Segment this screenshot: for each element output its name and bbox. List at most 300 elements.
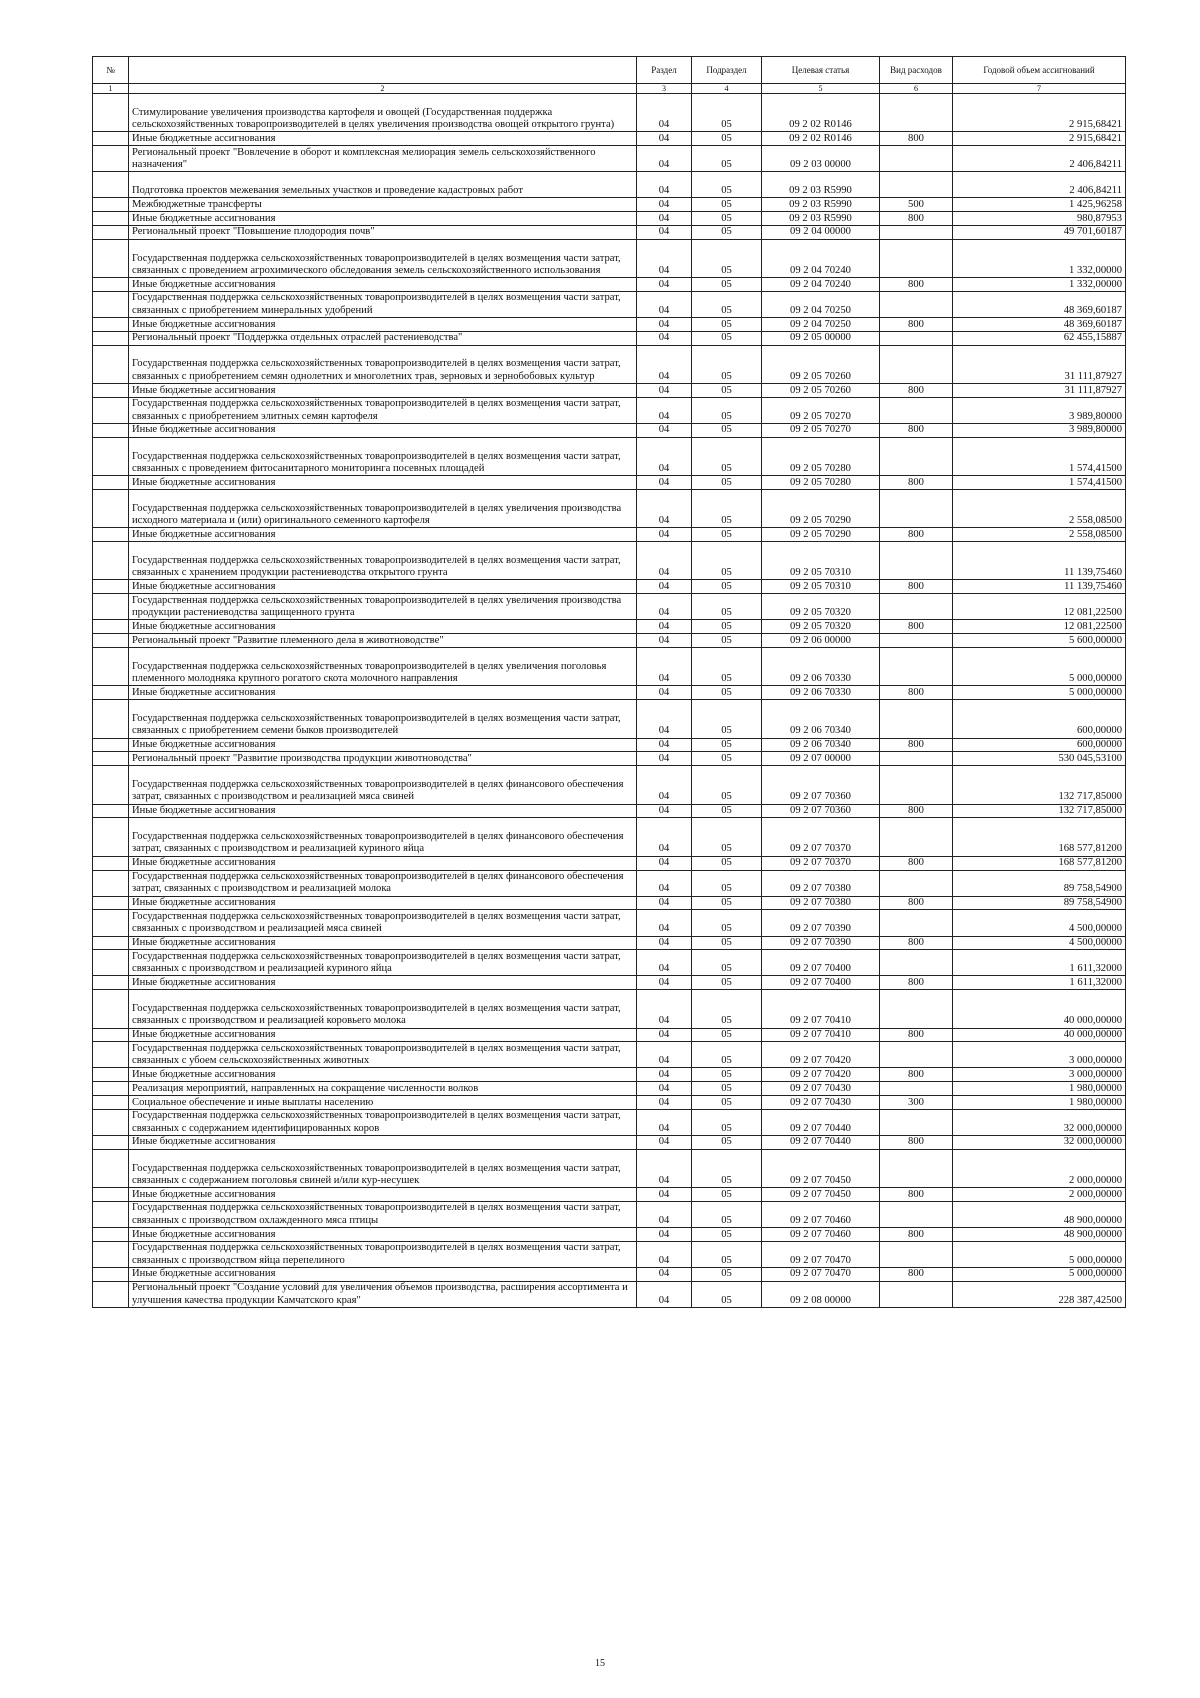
name-cell: Региональный проект "Поддержка отдельных отраслей растениеводства" [129,331,637,345]
num-cell [93,1201,129,1227]
target-code-cell: 09 2 07 70440 [762,1135,880,1149]
podrazdel-cell: 05 [692,331,762,345]
vid-cell: 800 [880,856,953,870]
podrazdel-cell: 05 [692,476,762,490]
vid-cell [880,647,953,685]
table-row [93,1201,1126,1227]
vid-cell [880,239,953,277]
table-row [93,1281,1126,1307]
table-row [93,423,1126,437]
target-code-cell: 09 2 04 70240 [762,278,880,292]
header-index: 3 [637,84,692,94]
num-cell [93,634,129,648]
table-row [93,542,1126,580]
razdel-cell: 04 [637,766,692,804]
num-cell [93,489,129,527]
num-cell [93,318,129,332]
vid-cell [880,94,953,132]
num-cell [93,1281,129,1307]
amount-cell: 2 915,68421 [953,132,1126,146]
razdel-cell: 04 [637,1228,692,1242]
num-cell [93,870,129,896]
vid-cell: 800 [880,686,953,700]
podrazdel-cell: 05 [692,647,762,685]
num-cell [93,818,129,856]
num-cell [93,700,129,738]
vid-cell: 800 [880,528,953,542]
podrazdel-cell: 05 [692,1082,762,1096]
vid-cell: 500 [880,198,953,212]
razdel-cell: 04 [637,976,692,990]
num-cell [93,766,129,804]
num-cell [93,94,129,132]
num-cell [93,804,129,818]
amount-cell: 1 425,96258 [953,198,1126,212]
podrazdel-cell: 05 [692,1042,762,1068]
podrazdel-cell: 05 [692,278,762,292]
razdel-cell: 04 [637,594,692,620]
podrazdel-cell: 05 [692,1135,762,1149]
razdel-cell: 04 [637,384,692,398]
amount-cell: 2 558,08500 [953,489,1126,527]
name-cell: Государственная поддержка сельскохозяйственных товаропроизводителей в целях возмещения части затрат, связанных с производством и реализацией мяса свиней [129,910,637,936]
podrazdel-cell: 05 [692,1201,762,1227]
podrazdel-cell: 05 [692,870,762,896]
razdel-cell: 04 [637,950,692,976]
amount-cell: 1 332,00000 [953,239,1126,277]
vid-cell [880,1281,953,1307]
table-row [93,1082,1126,1096]
razdel-cell: 04 [637,936,692,950]
vid-cell: 800 [880,580,953,594]
razdel-cell: 04 [637,94,692,132]
name-cell: Государственная поддержка сельскохозяйственных товаропроизводителей в целях возмещения части затрат, связанных с хранением продукции растениеводства открытого грунта [129,542,637,580]
name-cell: Иные бюджетные ассигнования [129,1028,637,1042]
name-cell: Социальное обеспечение и иные выплаты населению [129,1096,637,1110]
table-row [93,146,1126,172]
target-code-cell: 09 2 05 70290 [762,489,880,527]
target-code-cell: 09 2 02 R0146 [762,94,880,132]
num-cell [93,1149,129,1187]
target-code-cell: 09 2 07 70380 [762,896,880,910]
vid-cell [880,766,953,804]
num-cell [93,1228,129,1242]
vid-cell [880,910,953,936]
amount-cell: 12 081,22500 [953,594,1126,620]
table-row [93,212,1126,226]
header-row [93,57,1126,84]
vid-cell [880,345,953,383]
num-cell [93,594,129,620]
table-row [93,870,1126,896]
razdel-cell: 04 [637,1042,692,1068]
vid-cell: 800 [880,1188,953,1202]
table-row [93,752,1126,766]
vid-cell [880,634,953,648]
vid-cell: 800 [880,212,953,226]
table-row [93,318,1126,332]
name-cell: Государственная поддержка сельскохозяйственных товаропроизводителей в целях увеличения поголовья племенного молодняка крупного рогатого скота молочного направления [129,647,637,685]
name-cell: Государственная поддержка сельскохозяйственных товаропроизводителей в целях финансового обеспечения затрат, связанных с производством и реализацией мяса свиней [129,766,637,804]
vid-cell [880,1149,953,1187]
vid-cell: 800 [880,804,953,818]
target-code-cell: 09 2 07 70370 [762,856,880,870]
vid-cell [880,1109,953,1135]
podrazdel-cell: 05 [692,94,762,132]
razdel-cell: 04 [637,437,692,475]
amount-cell: 3 989,80000 [953,397,1126,423]
table-row [93,634,1126,648]
name-cell: Иные бюджетные ассигнования [129,476,637,490]
razdel-cell: 04 [637,896,692,910]
amount-cell: 89 758,54900 [953,896,1126,910]
num-cell [93,172,129,198]
table-row [93,94,1126,132]
num-cell [93,345,129,383]
num-cell [93,936,129,950]
target-code-cell: 09 2 05 70310 [762,580,880,594]
podrazdel-cell: 05 [692,291,762,317]
podrazdel-cell: 05 [692,1267,762,1281]
amount-cell: 2 406,84211 [953,146,1126,172]
amount-cell: 1 611,32000 [953,950,1126,976]
name-cell: Иные бюджетные ассигнования [129,1188,637,1202]
table-row [93,580,1126,594]
amount-cell: 600,00000 [953,738,1126,752]
table-row [93,172,1126,198]
razdel-cell: 04 [637,331,692,345]
vid-cell: 800 [880,278,953,292]
podrazdel-cell: 05 [692,1096,762,1110]
vid-cell [880,950,953,976]
target-code-cell: 09 2 07 70380 [762,870,880,896]
header-index: 4 [692,84,762,94]
amount-cell: 530 045,53100 [953,752,1126,766]
num-cell [93,1028,129,1042]
num-cell [93,686,129,700]
num-cell [93,1267,129,1281]
header-index-row [93,84,1126,94]
podrazdel-cell: 05 [692,1188,762,1202]
razdel-cell: 04 [637,1267,692,1281]
podrazdel-cell: 05 [692,542,762,580]
podrazdel-cell: 05 [692,239,762,277]
table-row [93,620,1126,634]
header-index: 2 [129,84,637,94]
num-cell [93,331,129,345]
table-row [93,528,1126,542]
vid-cell [880,870,953,896]
podrazdel-cell: 05 [692,437,762,475]
razdel-cell: 04 [637,1109,692,1135]
header-volume: Годовой объем ассигнований [953,57,1126,84]
amount-cell: 4 500,00000 [953,910,1126,936]
razdel-cell: 04 [637,1149,692,1187]
budget-table-sheet [92,56,1125,1308]
podrazdel-cell: 05 [692,686,762,700]
podrazdel-cell: 05 [692,146,762,172]
budget-table [92,56,1126,1308]
podrazdel-cell: 05 [692,345,762,383]
razdel-cell: 04 [637,1241,692,1267]
razdel-cell: 04 [637,804,692,818]
target-code-cell: 09 2 07 70410 [762,990,880,1028]
header-num: № [93,57,129,84]
name-cell: Региональный проект "Повышение плодородия почв" [129,225,637,239]
target-code-cell: 09 2 08 00000 [762,1281,880,1307]
name-cell: Реализация мероприятий, направленных на сокращение численности волков [129,1082,637,1096]
razdel-cell: 04 [637,198,692,212]
target-code-cell: 09 2 05 70320 [762,594,880,620]
podrazdel-cell: 05 [692,423,762,437]
num-cell [93,384,129,398]
header-podrazdel: Подраздел [692,57,762,84]
amount-cell: 48 900,00000 [953,1228,1126,1242]
razdel-cell: 04 [637,172,692,198]
podrazdel-cell: 05 [692,950,762,976]
amount-cell: 49 701,60187 [953,225,1126,239]
razdel-cell: 04 [637,212,692,226]
podrazdel-cell: 05 [692,132,762,146]
table-row [93,818,1126,856]
podrazdel-cell: 05 [692,936,762,950]
podrazdel-cell: 05 [692,384,762,398]
vid-cell [880,291,953,317]
razdel-cell: 04 [637,1082,692,1096]
num-cell [93,1082,129,1096]
vid-cell: 800 [880,936,953,950]
razdel-cell: 04 [637,738,692,752]
amount-cell: 3 000,00000 [953,1042,1126,1068]
target-code-cell: 09 2 07 70410 [762,1028,880,1042]
target-code-cell: 09 2 02 R0146 [762,132,880,146]
table-row [93,1042,1126,1068]
target-code-cell: 09 2 07 70470 [762,1267,880,1281]
vid-cell [880,397,953,423]
name-cell: Региональный проект "Вовлечение в оборот и комплексная мелиорация земель сельскохозяйственного назначения" [129,146,637,172]
podrazdel-cell: 05 [692,318,762,332]
amount-cell: 1 574,41500 [953,437,1126,475]
target-code-cell: 09 2 06 70340 [762,700,880,738]
table-row [93,1028,1126,1042]
podrazdel-cell: 05 [692,1281,762,1307]
target-code-cell: 09 2 07 70360 [762,804,880,818]
name-cell: Государственная поддержка сельскохозяйственных товаропроизводителей в целях возмещения части затрат, связанных с проведением фитосанитарного мониторинга посевных площадей [129,437,637,475]
vid-cell: 300 [880,1096,953,1110]
vid-cell [880,1241,953,1267]
amount-cell: 89 758,54900 [953,870,1126,896]
table-body [93,94,1126,1308]
podrazdel-cell: 05 [692,620,762,634]
vid-cell [880,594,953,620]
table-row [93,1228,1126,1242]
table-row [93,397,1126,423]
num-cell [93,738,129,752]
amount-cell: 3 989,80000 [953,423,1126,437]
table-row [93,198,1126,212]
amount-cell: 5 600,00000 [953,634,1126,648]
amount-cell: 5 000,00000 [953,1267,1126,1281]
table-row [93,384,1126,398]
vid-cell: 800 [880,1068,953,1082]
amount-cell: 168 577,81200 [953,818,1126,856]
razdel-cell: 04 [637,1201,692,1227]
target-code-cell: 09 2 05 70290 [762,528,880,542]
amount-cell: 1 980,00000 [953,1096,1126,1110]
table-row [93,990,1126,1028]
razdel-cell: 04 [637,489,692,527]
razdel-cell: 04 [637,634,692,648]
vid-cell [880,1042,953,1068]
header-name [129,57,637,84]
podrazdel-cell: 05 [692,397,762,423]
target-code-cell: 09 2 05 70260 [762,384,880,398]
amount-cell: 5 000,00000 [953,686,1126,700]
vid-cell: 800 [880,1267,953,1281]
amount-cell: 32 000,00000 [953,1135,1126,1149]
amount-cell: 40 000,00000 [953,990,1126,1028]
num-cell [93,910,129,936]
podrazdel-cell: 05 [692,580,762,594]
amount-cell: 132 717,85000 [953,766,1126,804]
num-cell [93,647,129,685]
target-code-cell: 09 2 05 70270 [762,423,880,437]
name-cell: Иные бюджетные ассигнования [129,528,637,542]
name-cell: Межбюджетные трансферты [129,198,637,212]
name-cell: Иные бюджетные ассигнования [129,856,637,870]
podrazdel-cell: 05 [692,752,762,766]
podrazdel-cell: 05 [692,594,762,620]
name-cell: Иные бюджетные ассигнования [129,686,637,700]
amount-cell: 12 081,22500 [953,620,1126,634]
podrazdel-cell: 05 [692,1028,762,1042]
num-cell [93,752,129,766]
vid-cell [880,489,953,527]
vid-cell [880,437,953,475]
name-cell: Региональный проект "Развитие племенного дела в животноводстве" [129,634,637,648]
name-cell: Иные бюджетные ассигнования [129,1228,637,1242]
table-row [93,437,1126,475]
table-row [93,700,1126,738]
amount-cell: 1 574,41500 [953,476,1126,490]
table-row [93,345,1126,383]
podrazdel-cell: 05 [692,976,762,990]
name-cell: Иные бюджетные ассигнования [129,738,637,752]
amount-cell: 31 111,87927 [953,384,1126,398]
razdel-cell: 04 [637,647,692,685]
amount-cell: 5 000,00000 [953,1241,1126,1267]
target-code-cell: 09 2 07 70430 [762,1082,880,1096]
amount-cell: 1 332,00000 [953,278,1126,292]
num-cell [93,1068,129,1082]
vid-cell [880,1201,953,1227]
name-cell: Иные бюджетные ассигнования [129,620,637,634]
amount-cell: 980,87953 [953,212,1126,226]
amount-cell: 132 717,85000 [953,804,1126,818]
table-row [93,225,1126,239]
page-number: 15 [595,1658,605,1669]
table-row [93,594,1126,620]
podrazdel-cell: 05 [692,212,762,226]
amount-cell: 168 577,81200 [953,856,1126,870]
target-code-cell: 09 2 03 R5990 [762,172,880,198]
table-row [93,1096,1126,1110]
num-cell [93,976,129,990]
razdel-cell: 04 [637,910,692,936]
num-cell [93,239,129,277]
name-cell: Государственная поддержка сельскохозяйственных товаропроизводителей в целях возмещения части затрат, связанных с производством и реализацией коровьего молока [129,990,637,1028]
vid-cell: 800 [880,896,953,910]
razdel-cell: 04 [637,870,692,896]
amount-cell: 31 111,87927 [953,345,1126,383]
amount-cell: 62 455,15887 [953,331,1126,345]
target-code-cell: 09 2 07 70430 [762,1096,880,1110]
target-code-cell: 09 2 07 70390 [762,936,880,950]
razdel-cell: 04 [637,345,692,383]
num-cell [93,146,129,172]
target-code-cell: 09 2 05 70280 [762,476,880,490]
name-cell: Иные бюджетные ассигнования [129,1135,637,1149]
target-code-cell: 09 2 04 70250 [762,318,880,332]
target-code-cell: 09 2 07 70390 [762,910,880,936]
target-code-cell: 09 2 07 70420 [762,1042,880,1068]
amount-cell: 48 369,60187 [953,291,1126,317]
podrazdel-cell: 05 [692,528,762,542]
name-cell: Государственная поддержка сельскохозяйственных товаропроизводителей в целях возмещения части затрат, связанных с производством охлажденного мяса птицы [129,1201,637,1227]
amount-cell: 600,00000 [953,700,1126,738]
num-cell [93,437,129,475]
target-code-cell: 09 2 05 00000 [762,331,880,345]
num-cell [93,856,129,870]
target-code-cell: 09 2 05 70310 [762,542,880,580]
num-cell [93,225,129,239]
vid-cell [880,752,953,766]
vid-cell [880,225,953,239]
table-row [93,856,1126,870]
num-cell [93,528,129,542]
razdel-cell: 04 [637,1028,692,1042]
razdel-cell: 04 [637,990,692,1028]
header-index: 1 [93,84,129,94]
table-row [93,804,1126,818]
amount-cell: 1 611,32000 [953,976,1126,990]
table-row [93,291,1126,317]
name-cell: Иные бюджетные ассигнования [129,423,637,437]
target-code-cell: 09 2 07 70440 [762,1109,880,1135]
razdel-cell: 04 [637,239,692,277]
target-code-cell: 09 2 05 70320 [762,620,880,634]
table-row [93,239,1126,277]
table-row [93,1068,1126,1082]
amount-cell: 2 000,00000 [953,1188,1126,1202]
num-cell [93,1109,129,1135]
target-code-cell: 09 2 03 R5990 [762,212,880,226]
target-code-cell: 09 2 04 00000 [762,225,880,239]
vid-cell: 800 [880,976,953,990]
vid-cell [880,990,953,1028]
target-code-cell: 09 2 07 70370 [762,818,880,856]
table-row [93,936,1126,950]
vid-cell: 800 [880,384,953,398]
name-cell: Иные бюджетные ассигнования [129,132,637,146]
table-row [93,331,1126,345]
razdel-cell: 04 [637,318,692,332]
amount-cell: 4 500,00000 [953,936,1126,950]
vid-cell: 800 [880,1028,953,1042]
amount-cell: 11 139,75460 [953,542,1126,580]
table-row [93,476,1126,490]
podrazdel-cell: 05 [692,896,762,910]
